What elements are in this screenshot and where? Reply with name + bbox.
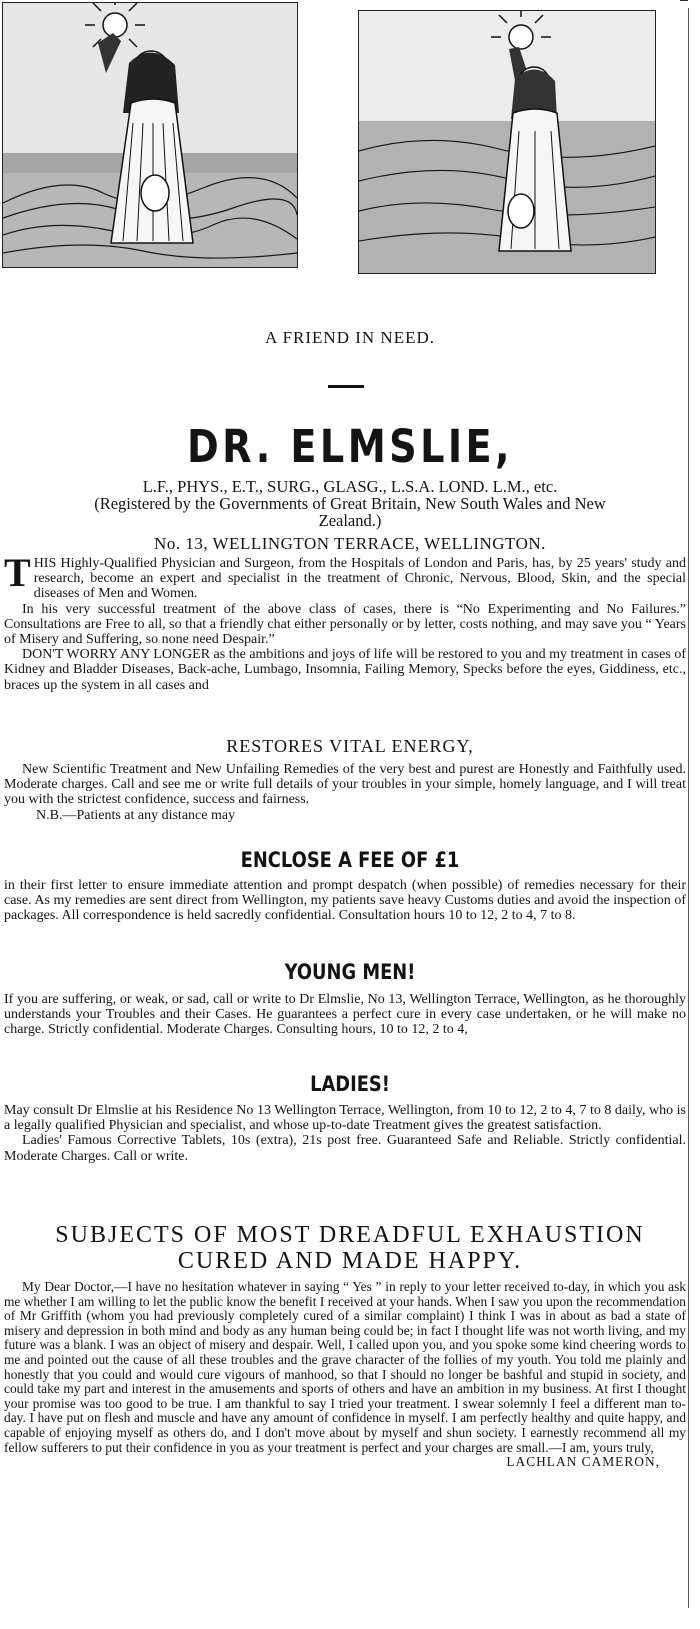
intro-paragraph: DON'T WORRY ANY LONGER as the ambitions and joys of life will be restored to you and my treatment in cases of Kidney and Bladder Diseases, Back-ache, Lumbago, Insomnia, Failing Memory, Specks before the eyes, Giddiness, etc., braces up the system in all cases and <box>4 647 686 693</box>
testimonial-letter: My Dear Doctor,—I have no hesitation whatever in saying “ Yes ” in reply to your letter received to-day, in which you ask me whether I am willing to let the public know the benefit I received at your hands. When I saw you upon the recommendation of Mr Griffith (whom you had previously completely cured of a similar complaint) I think I was in about as bad a state of misery and depression in both mind and body as any human being could be; in fact I thought life was not worth living, and my future was a blank. I was an object of misery and despair. Well, I called upon you, and you spoke some kind cheering words to me and pointed out the cause of all these troubles and the grave character of the follies of my youth. You told me plainly and honestly that you could and would cure vigours of manhood, so that I should no longer be bashful and stupid in society, and could take my part and interest in the amusements and sports of others and have an ambition in my business. At first I thought your promise was too good to be true. I am thankful to say I tried your treatment. I swear solemnly I feel a different man to-day. I have put on flesh and muscle and have any amount of confidence in myself. I am perfectly healthy and quite happy, and capable of enjoying myself as others do, and I don't move about by myself and shun society. I earnestly recommend all my fellow sufferers to put their confidence in you as your treatment is perfect and your charges are small.—I am, yours truly, <box>4 1279 686 1455</box>
ladies-paragraph: May consult Dr Elmslie at his Residence No 13 Wellington Terrace, Wellington, from 10 to 12, 2 to 4, 7 to 8 daily, who is a legally qualified Physician and specialist, and whose up-to-date Treatment gives the greatest satisfaction. <box>4 1103 686 1134</box>
illustration-woman-with-sun-left <box>2 2 298 268</box>
ladies-section <box>4 1103 686 1164</box>
credentials-line: (Registered by the Governments of Great Britain, New South Wales and New <box>94 494 606 513</box>
doctor-credentials <box>0 478 700 529</box>
young-men-heading: YOUNG MEN! <box>284 960 416 984</box>
fee-heading: ENCLOSE A FEE OF £1 <box>240 848 460 872</box>
doctor-address: No. 13, WELLINGTON TERRACE, WELLINGTON. <box>154 534 546 553</box>
testimonial-signature: LACHLAN CAMERON, <box>506 1454 660 1470</box>
restores-note: N.B.—Patients at any distance may <box>36 807 236 823</box>
restores-section <box>4 762 686 823</box>
column-rule <box>688 8 689 1608</box>
fee-paragraph: in their first letter to ensure immediate attention and prompt despatch (when possible) of remedies necessary for their case. As my remedies are sent direct from Wellington, my patients save heavy Customs duties and avoid the inspection of packages. All correspondence is held sacredly confidential. Consultation hours 10 to 12, 2 to 4, 7 to 8. <box>4 878 686 924</box>
doctor-name: DR. ELMSLIE, <box>187 420 513 473</box>
drop-cap: T <box>4 550 31 595</box>
testimonial-section <box>4 1280 686 1470</box>
illustration-woman-with-sun-right <box>358 10 656 274</box>
intro-section <box>4 550 686 693</box>
restores-heading: RESTORES VITAL ENERGY, <box>226 736 474 756</box>
testimonial-title-line: SUBJECTS OF MOST DREADFUL EXHAUSTION <box>55 1222 645 1248</box>
testimonial-title-line: CURED AND MADE HAPPY. <box>177 1248 523 1274</box>
young-men-paragraph: If you are suffering, or weak, or sad, call or write to Dr Elmslie, No 13, Wellington Terrace, Wellington, as he thoroughly understands your Troubles and their Cases. He guarantees a perfect cure in every case undertaken, or he will make no charge. Strictly confidential. Moderate Charges. Consulting hours, 10 to 12, 2 to 4, <box>4 992 686 1038</box>
credentials-line: Zealand.) <box>318 511 382 530</box>
credentials-line: L.F., PHYS., E.T., SURG., GLASG., L.S.A. LOND. L.M., etc. <box>142 477 558 496</box>
fee-section <box>4 878 686 924</box>
intro-paragraph: In his very successful treatment of the above class of cases, there is “No Experimenting and No Failures.” Consultations are Free to all, so that a friendly chat either personally or by letter, costs nothing, and may save you “ Years of Misery and Suffering, so none need Despair.” <box>4 601 686 648</box>
headline-divider <box>328 385 364 388</box>
ladies-heading: LADIES! <box>310 1072 390 1096</box>
advert-headline: A FRIEND IN NEED. <box>265 328 435 347</box>
cut-mark <box>680 0 688 1</box>
young-men-section <box>4 992 686 1038</box>
restores-paragraph: New Scientific Treatment and New Unfailing Remedies of the very best and purest are Honestly and Faithfully used. Moderate charges. Call and see me or write full details of your troubles in your simple, homely language, and I will treat you with the strictest confidence, success and fairness. <box>4 762 686 808</box>
intro-paragraph: HIS Highly-Qualified Physician and Surgeon, from the Hospitals of London and Paris, has, by 25 years' study and research, become an expert and specialist in the treatment of Chronic, Nervous, Blood, Skin, and the special diseases of Men and Women. <box>33 556 686 602</box>
ladies-paragraph: Ladies' Famous Corrective Tablets, 10s (extra), 21s post free. Guaranteed Safe and Reliable. Strictly confidential. Moderate Charges. Call or write. <box>4 1133 686 1164</box>
testimonial-title <box>0 1222 700 1274</box>
